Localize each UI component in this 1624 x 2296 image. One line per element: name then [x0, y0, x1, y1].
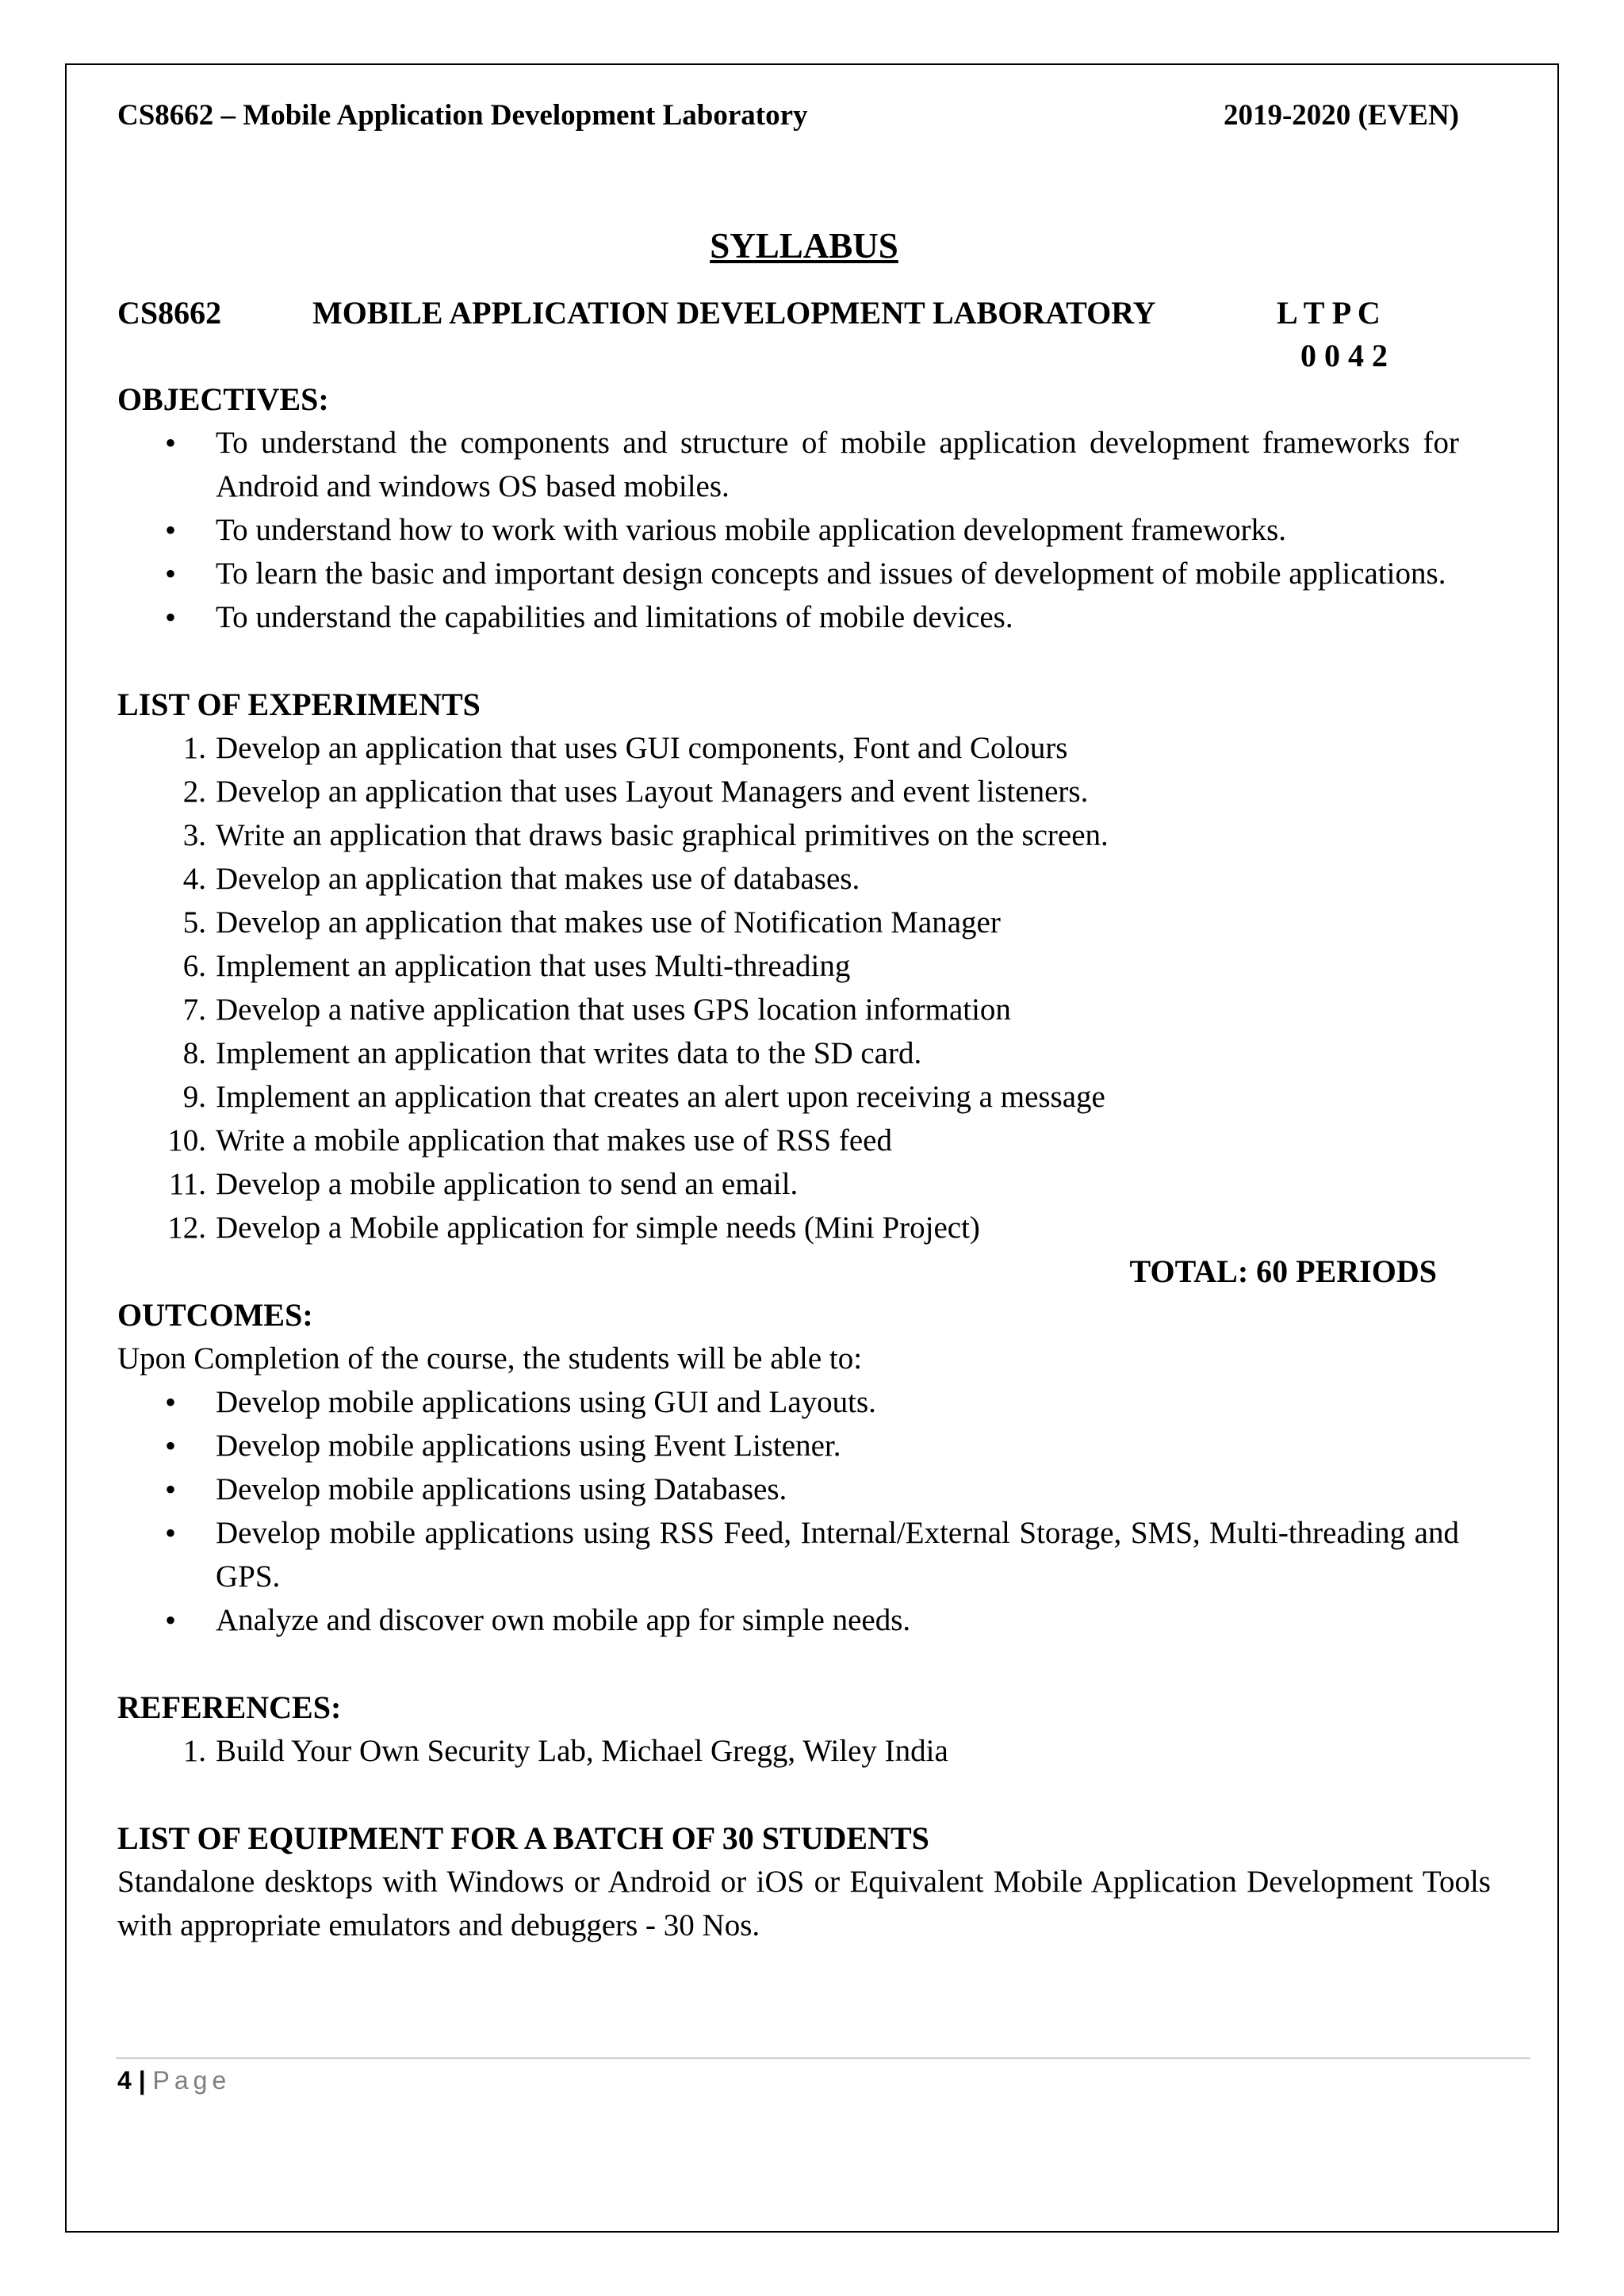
experiments-heading: LIST OF EXPERIMENTS: [117, 687, 481, 722]
list-item: • To learn the basic and important design concepts and issues of development of mobile applications.: [117, 552, 1491, 595]
list-text: Implement an application that creates an alert upon receiving a message: [216, 1080, 1105, 1114]
list-item: [117, 944, 1491, 988]
list-item: • Develop mobile applications using Databases.: [117, 1468, 1491, 1511]
list-text: Develop an application that makes use of databases.: [216, 862, 860, 896]
page-footer: [117, 2064, 231, 2096]
list-item: • Analyze and discover own mobile app for simple needs.: [117, 1598, 1491, 1642]
list-item: [117, 901, 1491, 944]
list-text: Build Your Own Security Lab, Michael Gregg, Wiley India: [216, 1734, 948, 1768]
list-item: • To understand the components and structure of mobile application development frameworks for Android and windows OS based mobiles.: [117, 421, 1491, 508]
equipment-text: Standalone desktops with Windows or Android or iOS or Equivalent Mobile Application Development Tools with appropriate emulators and debuggers - 30 Nos.: [117, 1865, 1491, 1942]
list-number: 7.: [182, 993, 206, 1027]
header-course: CS8662 – Mobile Application Development Laboratory: [117, 99, 808, 132]
list-number: 6.: [182, 949, 206, 983]
list-text: Develop an application that uses Layout Managers and event listeners.: [216, 775, 1089, 809]
list-item: • Develop mobile applications using RSS Feed, Internal/External Storage, SMS, Multi-threading and GPS.: [117, 1511, 1491, 1598]
list-number: 12.: [167, 1211, 206, 1245]
references-heading: REFERENCES:: [117, 1689, 342, 1725]
list-item: • To understand the capabilities and limitations of mobile devices.: [117, 595, 1491, 639]
list-number: 11.: [168, 1167, 206, 1201]
list-text: Develop an application that uses GUI components, Font and Colours: [216, 731, 1068, 765]
course-row: [117, 292, 1491, 335]
outcomes-intro: Upon Completion of the course, the students will be able to:: [117, 1341, 863, 1376]
list-item: [117, 726, 1491, 770]
objectives-heading: OBJECTIVES:: [117, 381, 329, 417]
page-label: Page: [152, 2066, 232, 2095]
list-item: • Develop mobile applications using Event Listener.: [117, 1424, 1491, 1468]
list-text: Write an application that draws basic graphical primitives on the screen.: [216, 818, 1109, 852]
list-number: 3.: [182, 818, 206, 852]
list-number: 1.: [182, 731, 206, 765]
list-number: 10.: [167, 1123, 206, 1158]
title-text: SYLLABUS: [710, 226, 898, 266]
list-item: [117, 1162, 1491, 1206]
list-text: Write a mobile application that makes use of RSS feed: [216, 1123, 892, 1158]
list-number: 5.: [182, 905, 206, 939]
total-periods: TOTAL: 60 PERIODS: [1129, 1253, 1437, 1289]
list-number: 2.: [182, 775, 206, 809]
list-item: [117, 1206, 1491, 1249]
document-body: [117, 97, 1491, 1947]
list-text: Develop a native application that uses GPS location information: [216, 993, 1011, 1027]
list-item: [117, 813, 1491, 857]
list-item: [117, 770, 1491, 813]
list-item: [117, 1729, 1491, 1773]
list-item: • Develop mobile applications using GUI and Layouts.: [117, 1380, 1491, 1424]
footer-divider: [116, 2057, 1530, 2059]
page-number: 4: [117, 2066, 132, 2095]
list-item: [117, 1075, 1491, 1119]
references-list: [117, 1729, 1491, 1773]
experiments-list: [117, 726, 1491, 1249]
outcomes-heading: OUTCOMES:: [117, 1297, 313, 1333]
course-name: MOBILE APPLICATION DEVELOPMENT LABORATORY: [312, 295, 1156, 331]
ltpc-label: L T P C: [1277, 295, 1381, 331]
list-number: 1.: [182, 1734, 206, 1768]
outcomes-list: [117, 1380, 1491, 1642]
objectives-list: [117, 421, 1491, 639]
footer-separator: |: [138, 2066, 146, 2095]
list-text: Implement an application that writes data to the SD card.: [216, 1036, 922, 1070]
list-text: Develop an application that makes use of Notification Manager: [216, 905, 1001, 939]
page-header: [117, 97, 1491, 135]
list-item: [117, 1031, 1491, 1075]
list-number: 8.: [182, 1036, 206, 1070]
list-item: • To understand how to work with various mobile application development frameworks.: [117, 508, 1491, 552]
list-number: 9.: [182, 1080, 206, 1114]
list-item: [117, 857, 1491, 901]
list-item: [117, 1119, 1491, 1162]
list-number: 4.: [182, 862, 206, 896]
list-item: [117, 988, 1491, 1031]
ltpc-values: 0 0 4 2: [1300, 338, 1388, 373]
page-title: [117, 222, 1491, 270]
list-text: Develop a Mobile application for simple needs (Mini Project): [216, 1211, 980, 1245]
course-code: CS8662: [117, 295, 222, 331]
header-year: 2019-2020 (EVEN): [1223, 99, 1459, 132]
equipment-heading: LIST OF EQUIPMENT FOR A BATCH OF 30 STUDENTS: [117, 1820, 929, 1856]
list-text: Implement an application that uses Multi-threading: [216, 949, 851, 983]
list-text: Develop a mobile application to send an email.: [216, 1167, 799, 1201]
